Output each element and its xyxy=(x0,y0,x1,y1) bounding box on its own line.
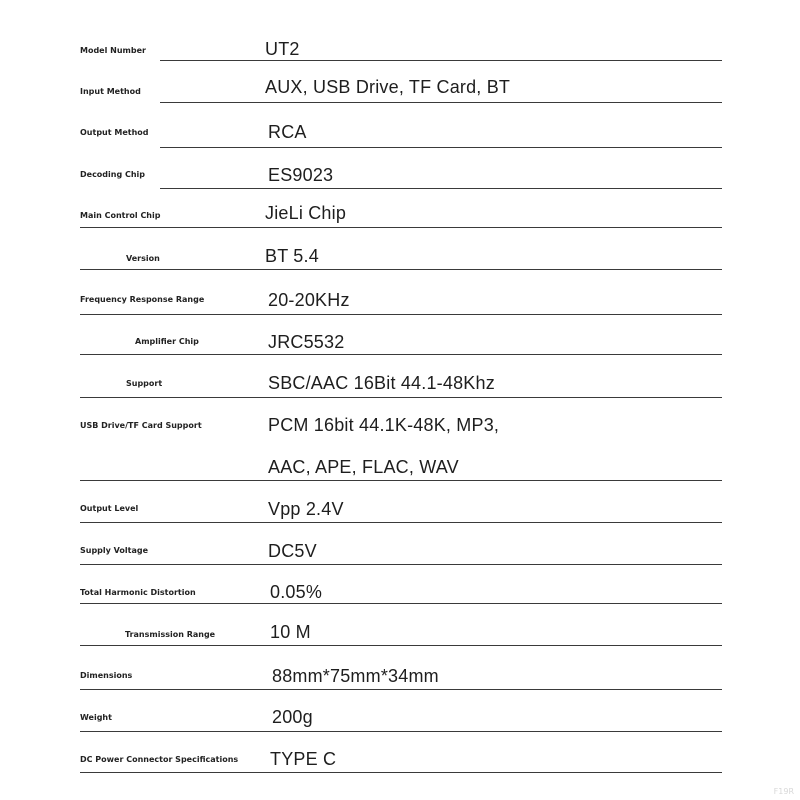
row-divider xyxy=(80,603,722,604)
spec-value: UT2 xyxy=(265,39,300,59)
spec-label: Support xyxy=(126,379,163,388)
row-divider xyxy=(160,60,722,61)
row-divider xyxy=(80,689,722,690)
spec-row-model-number xyxy=(0,38,800,80)
spec-row-weight xyxy=(0,706,800,748)
row-divider xyxy=(160,188,722,189)
spec-row-usb-tf-support xyxy=(0,414,800,456)
spec-row-supply-voltage xyxy=(0,540,800,582)
row-divider xyxy=(160,147,722,148)
spec-row-amplifier-chip xyxy=(0,331,800,373)
row-divider xyxy=(80,227,722,228)
spec-row-input-method xyxy=(0,76,800,118)
row-divider xyxy=(80,645,722,646)
spec-label: Total Harmonic Distortion xyxy=(80,588,196,597)
spec-label: USB Drive/TF Card Support xyxy=(80,421,202,430)
row-divider xyxy=(80,772,722,773)
row-divider xyxy=(80,269,722,270)
spec-row-output-method xyxy=(0,121,800,163)
spec-row-transmission-range xyxy=(0,621,800,663)
spec-label: Decoding Chip xyxy=(80,170,146,179)
spec-value: AAC, APE, FLAC, WAV xyxy=(268,457,459,477)
row-divider xyxy=(80,480,722,481)
row-divider xyxy=(80,731,722,732)
spec-value: TYPE C xyxy=(270,749,337,769)
row-divider xyxy=(80,354,722,355)
spec-value: ES9023 xyxy=(268,165,334,185)
spec-value: RCA xyxy=(268,122,307,142)
row-divider xyxy=(160,102,722,103)
spec-value: BT 5.4 xyxy=(265,246,319,266)
spec-value: Vpp 2.4V xyxy=(268,499,344,519)
spec-label: Supply Voltage xyxy=(80,546,149,555)
spec-label: Main Control Chip xyxy=(80,211,161,220)
spec-label: Dimensions xyxy=(80,671,133,680)
spec-row-usb-tf-support-cont xyxy=(0,456,800,498)
spec-row-dimensions xyxy=(0,665,800,707)
spec-value: AUX, USB Drive, TF Card, BT xyxy=(265,77,511,97)
row-divider xyxy=(80,564,722,565)
spec-label: Output Method xyxy=(80,128,149,137)
spec-label: Frequency Response Range xyxy=(80,295,205,304)
row-divider xyxy=(80,314,722,315)
spec-value: DC5V xyxy=(268,541,317,561)
spec-value: JieLi Chip xyxy=(265,203,347,223)
spec-label: Weight xyxy=(80,713,112,722)
spec-label: Model Number xyxy=(80,46,146,55)
watermark: F19R xyxy=(773,787,794,796)
spec-label: Amplifier Chip xyxy=(135,337,199,346)
spec-label: Output Level xyxy=(80,504,139,513)
spec-row-thd xyxy=(0,581,800,623)
spec-row-dc-power-connector xyxy=(0,748,800,790)
spec-value: 0.05% xyxy=(270,582,323,602)
spec-row-version xyxy=(0,245,800,287)
spec-value: 10 M xyxy=(270,622,311,642)
spec-value: 20-20KHz xyxy=(268,290,350,310)
spec-label: Version xyxy=(126,254,160,263)
row-divider xyxy=(80,397,722,398)
spec-value: 200g xyxy=(272,707,313,727)
spec-row-output-level xyxy=(0,498,800,540)
spec-value: SBC/AAC 16Bit 44.1-48Khz xyxy=(268,373,495,393)
spec-value: PCM 16bit 44.1K-48K, MP3, xyxy=(268,415,500,435)
spec-label: Transmission Range xyxy=(125,630,216,639)
spec-row-decoding-chip xyxy=(0,164,800,206)
row-divider xyxy=(80,522,722,523)
spec-row-main-control-chip xyxy=(0,202,800,244)
spec-label: DC Power Connector Specifications xyxy=(80,755,239,764)
spec-value: 88mm*75mm*34mm xyxy=(272,666,439,686)
spec-row-support xyxy=(0,372,800,414)
spec-row-frequency-response xyxy=(0,289,800,331)
spec-label: Input Method xyxy=(80,87,141,96)
spec-value: JRC5532 xyxy=(268,332,345,352)
